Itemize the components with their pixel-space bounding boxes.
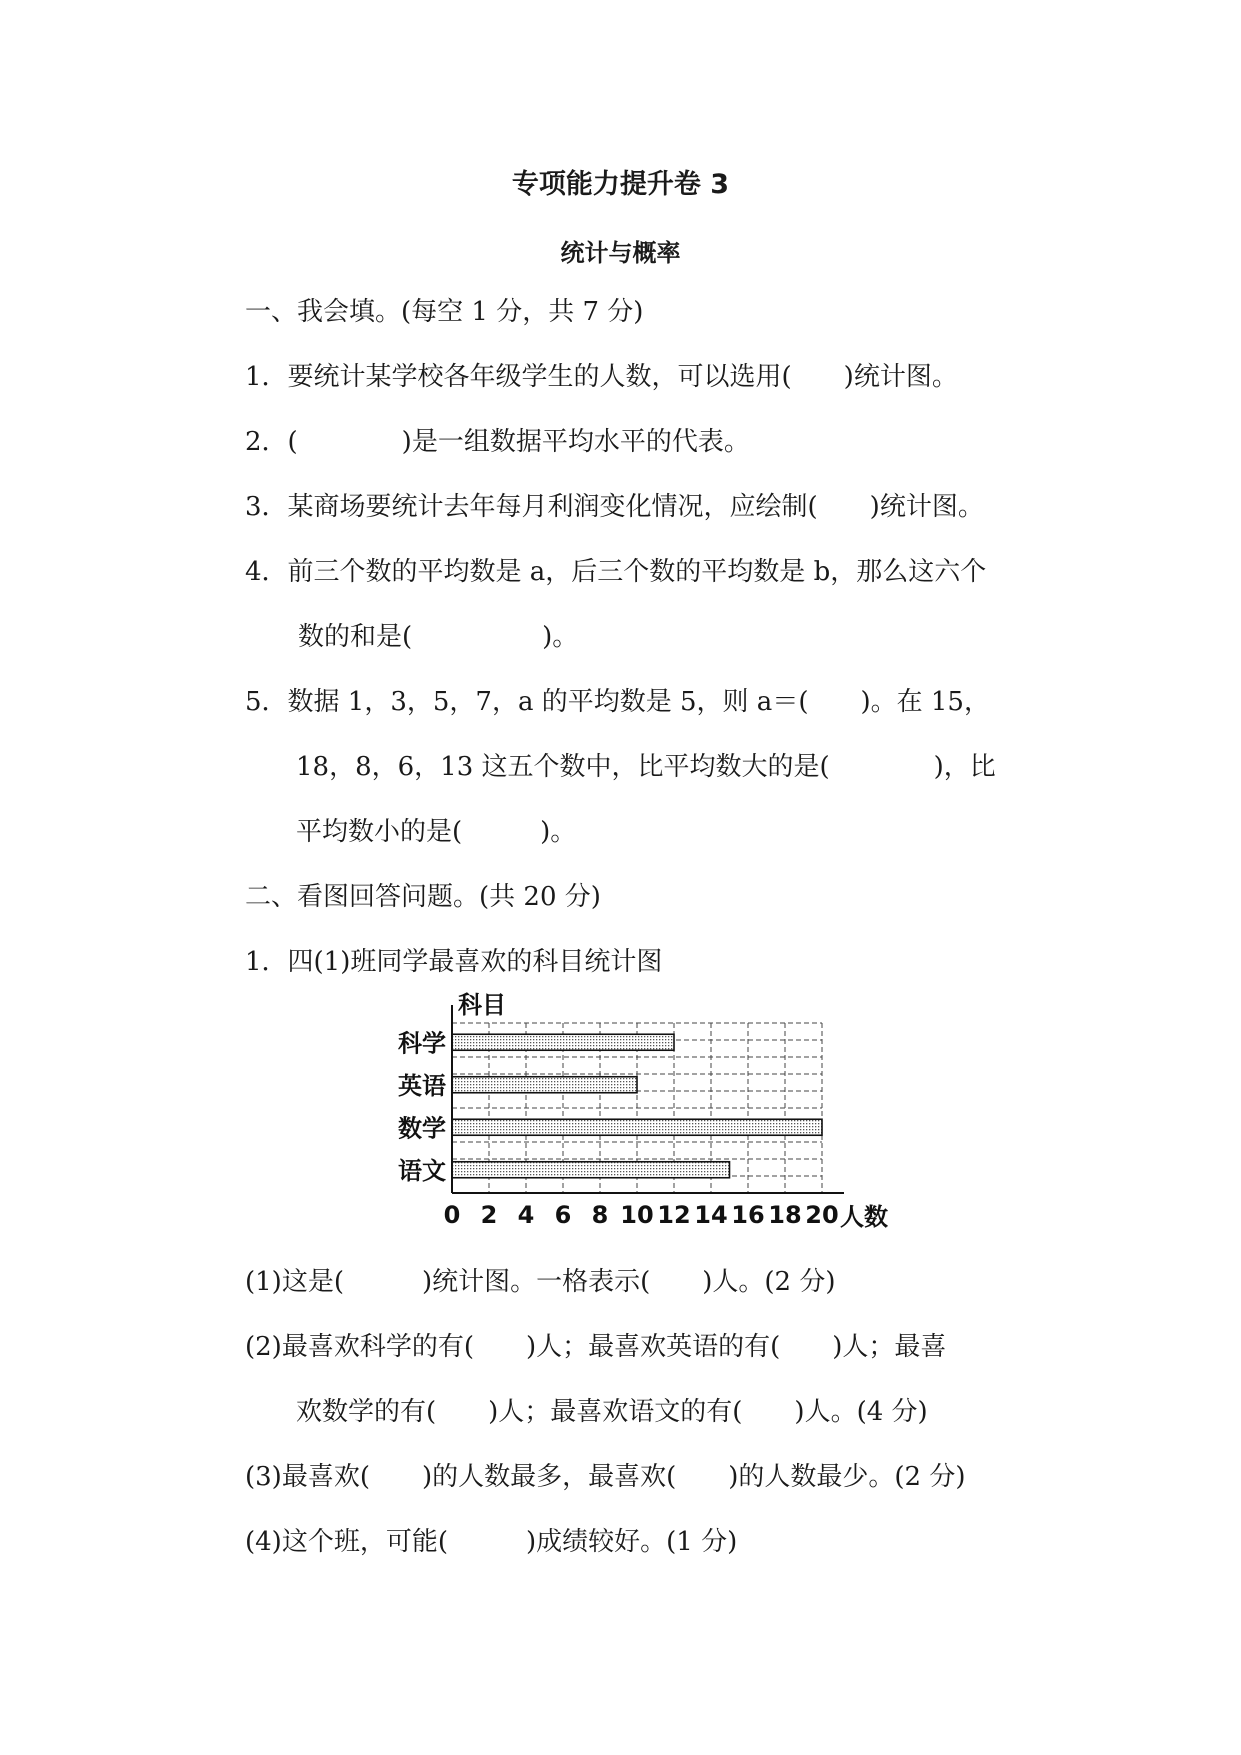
- bar-0: [452, 1034, 674, 1050]
- bar-3: [452, 1162, 730, 1178]
- x-tick-label-2: 2: [480, 1201, 498, 1229]
- bar-2: [452, 1119, 822, 1135]
- question-1-3: 3．某商场要统计去年每月利润变化情况，应绘制( )统计图。: [245, 492, 984, 522]
- chart-question-title: 1．四(1)班同学最喜欢的科目统计图: [245, 947, 663, 977]
- x-tick-label-12: 12: [657, 1201, 691, 1229]
- question-1-4: 4．前三个数的平均数是 a，后三个数的平均数是 b，那么这六个: [245, 557, 987, 587]
- page-subtitle: 统计与概率: [560, 239, 681, 267]
- question-1-5: 5．数据 1，3，5，7，a 的平均数是 5，则 a＝( )。在 15，: [245, 687, 990, 717]
- category-label-0: 科学: [398, 1029, 446, 1058]
- page-title: 专项能力提升卷 3: [511, 169, 730, 200]
- category-label-3: 语文: [398, 1156, 446, 1185]
- x-tick-label-18: 18: [768, 1201, 802, 1229]
- question-1-5-cont2: 平均数小的是( )。: [296, 817, 577, 847]
- x-tick-label-0: 0: [443, 1201, 461, 1229]
- bar-1: [452, 1077, 637, 1093]
- x-tick-label-16: 16: [731, 1201, 765, 1229]
- question-1-2: 2．( )是一组数据平均水平的代表。: [245, 427, 750, 457]
- chart-question-2: (2)最喜欢科学的有( )人；最喜欢英语的有( )人；最喜: [245, 1332, 947, 1362]
- y-axis-label: 科目: [458, 991, 506, 1019]
- section2-heading: 二、看图回答问题。(共 20 分): [245, 882, 601, 912]
- chart-question-3: (3)最喜欢( )的人数最多，最喜欢( )的人数最少。(2 分): [245, 1462, 966, 1492]
- x-tick-label-4: 4: [517, 1201, 535, 1229]
- x-tick-label-14: 14: [694, 1201, 728, 1229]
- x-axis-label: 人数: [840, 1203, 888, 1231]
- category-label-1: 英语: [398, 1071, 446, 1100]
- subject-bar-chart: [380, 985, 900, 1245]
- question-1-1: 1．要统计某学校各年级学生的人数，可以选用( )统计图。: [245, 362, 958, 392]
- question-1-4-cont: 数的和是( )。: [298, 622, 579, 652]
- x-tick-label-6: 6: [554, 1201, 572, 1229]
- x-tick-label-10: 10: [620, 1201, 654, 1229]
- question-1-5-cont: 18，8，6，13 这五个数中，比平均数大的是( )，比: [296, 752, 996, 782]
- x-tick-label-20: 20: [805, 1201, 839, 1229]
- section1-heading: 一、我会填。(每空 1 分，共 7 分): [245, 297, 644, 327]
- chart-question-1: (1)这是( )统计图。一格表示( )人。(2 分): [245, 1267, 836, 1297]
- chart-question-4: (4)这个班，可能( )成绩较好。(1 分): [245, 1527, 738, 1557]
- x-tick-label-8: 8: [591, 1201, 609, 1229]
- chart-question-2-cont: 欢数学的有( )人；最喜欢语文的有( )人。(4 分): [296, 1397, 928, 1427]
- category-label-2: 数学: [398, 1114, 446, 1143]
